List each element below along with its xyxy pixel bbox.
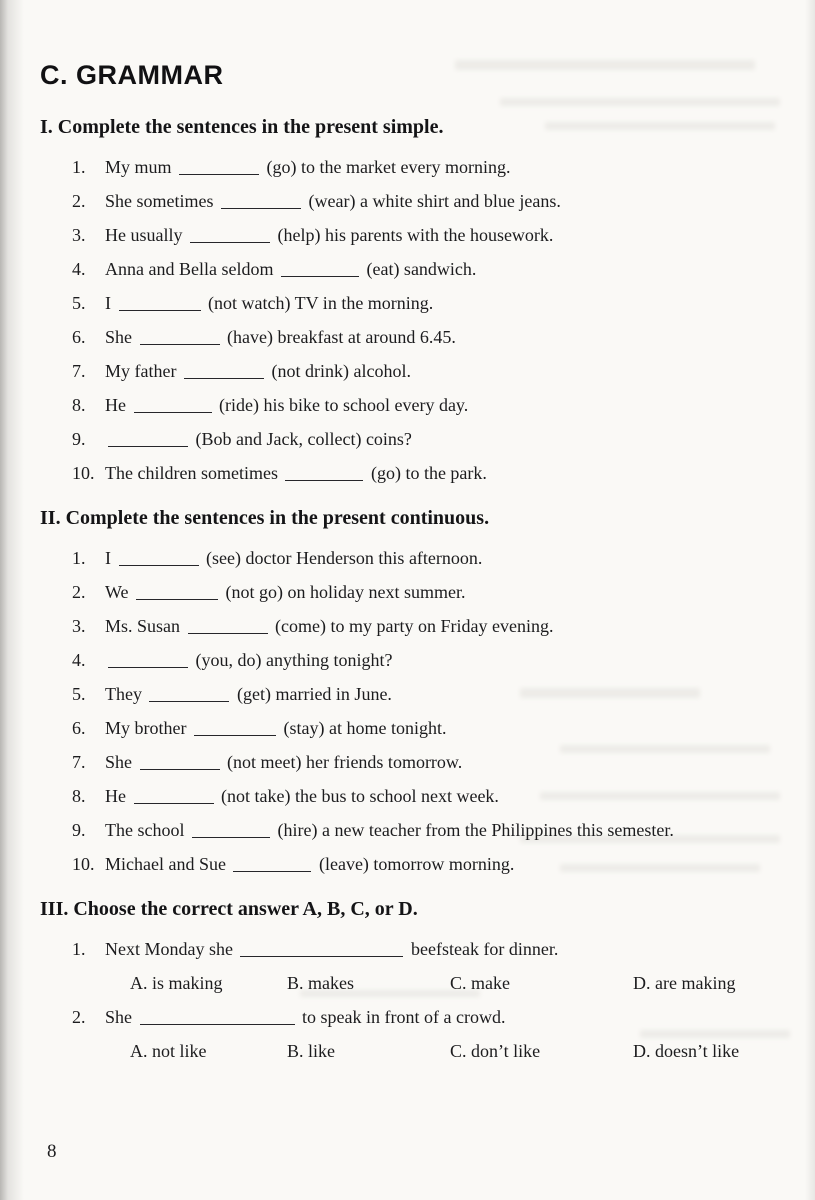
sentence-after-blank: (hire) a new teacher from the Philippines this semester. bbox=[272, 820, 674, 840]
exercise-item bbox=[40, 155, 785, 179]
fill-in-blank bbox=[149, 698, 229, 702]
exercise-item bbox=[40, 1005, 785, 1029]
fill-in-blank bbox=[119, 307, 201, 311]
sentence-before-blank: My mum bbox=[105, 157, 177, 177]
sentence-after-blank: (stay) at home tonight. bbox=[278, 718, 447, 738]
item-number: 7. bbox=[72, 752, 86, 772]
item-number: 9. bbox=[72, 820, 86, 840]
item-number: 6. bbox=[72, 718, 86, 738]
exercise-item bbox=[40, 291, 785, 315]
sentence-after-blank: (not watch) TV in the morning. bbox=[203, 293, 434, 313]
item-number: 8. bbox=[72, 786, 86, 806]
item-number: 6. bbox=[72, 327, 86, 347]
fill-in-blank bbox=[134, 800, 214, 804]
fill-in-blank bbox=[136, 596, 218, 600]
sentence-before-blank: She sometimes bbox=[105, 191, 218, 211]
item-number: 5. bbox=[72, 684, 86, 704]
exercise-item bbox=[40, 189, 785, 213]
sentence-before-blank: She bbox=[105, 752, 137, 772]
exercise-item bbox=[40, 461, 785, 485]
fill-in-blank bbox=[184, 375, 264, 379]
book-spine-shadow bbox=[0, 0, 26, 1200]
exercise-item bbox=[40, 682, 785, 706]
page-content bbox=[40, 58, 785, 1073]
fill-in-blank bbox=[285, 477, 363, 481]
sentence-after-blank: (get) married in June. bbox=[232, 684, 392, 704]
item-number: 4. bbox=[72, 259, 86, 279]
section-heading: I. Complete the sentences in the present simple. bbox=[40, 116, 444, 138]
exercise-item bbox=[40, 750, 785, 774]
fill-in-blank bbox=[192, 834, 270, 838]
sentence-before-blank: I bbox=[105, 293, 116, 313]
exercise-item bbox=[40, 852, 785, 876]
choice-option: B. like bbox=[287, 1041, 335, 1061]
section-heading: III. Choose the correct answer A, B, C, or D. bbox=[40, 898, 418, 920]
exercise-item bbox=[40, 393, 785, 417]
sentence-after-blank: (have) breakfast at around 6.45. bbox=[222, 327, 456, 347]
exercise-item bbox=[40, 223, 785, 247]
exercise-item bbox=[40, 325, 785, 349]
item-number: 1. bbox=[72, 548, 86, 568]
section-heading: II. Complete the sentences in the present continuous. bbox=[40, 507, 490, 529]
sentence-before-blank: He bbox=[105, 786, 131, 806]
item-number: 3. bbox=[72, 225, 86, 245]
fill-in-blank bbox=[281, 273, 359, 277]
fill-in-blank bbox=[140, 341, 220, 345]
exercise-item bbox=[40, 614, 785, 638]
exercise-item bbox=[40, 784, 785, 808]
sentence-after-blank: (eat) sandwich. bbox=[361, 259, 477, 279]
fill-in-blank bbox=[108, 443, 188, 447]
exercise-item bbox=[40, 648, 785, 672]
sentence-after-blank: (wear) a white shirt and blue jeans. bbox=[304, 191, 561, 211]
sentence-before-blank: Ms. Susan bbox=[105, 616, 185, 636]
answer-options-row bbox=[40, 971, 785, 995]
sentence-before-blank: They bbox=[105, 684, 147, 704]
fill-in-blank bbox=[240, 953, 403, 957]
item-number: 1. bbox=[72, 939, 86, 959]
sentence-before-blank: She bbox=[105, 327, 137, 347]
item-number: 2. bbox=[72, 582, 86, 602]
item-number: 4. bbox=[72, 650, 86, 670]
choice-option: D. are making bbox=[633, 973, 736, 993]
fill-in-blank bbox=[140, 1021, 295, 1025]
choice-option: A. is making bbox=[130, 973, 223, 993]
fill-in-blank bbox=[119, 562, 199, 566]
fill-in-blank bbox=[221, 205, 301, 209]
fill-in-blank bbox=[108, 664, 188, 668]
choice-option: D. doesn’t like bbox=[633, 1041, 740, 1061]
sentence-before-blank: We bbox=[105, 582, 134, 602]
item-number: 10. bbox=[72, 463, 95, 483]
sentence-after-blank: (not meet) her friends tomorrow. bbox=[222, 752, 463, 772]
exercise-item bbox=[40, 937, 785, 961]
exercise-section bbox=[40, 896, 785, 1063]
fill-in-blank bbox=[190, 239, 270, 243]
exercise-section bbox=[40, 505, 785, 876]
exercise-item bbox=[40, 546, 785, 570]
sentence-before-blank: He usually bbox=[105, 225, 187, 245]
fill-in-blank bbox=[140, 766, 220, 770]
sentence-after-blank: (not go) on holiday next summer. bbox=[221, 582, 466, 602]
sentence-after-blank: beefsteak for dinner. bbox=[406, 939, 559, 959]
fill-in-blank bbox=[194, 732, 276, 736]
exercise-item bbox=[40, 818, 785, 842]
sentence-before-blank: Next Monday she bbox=[105, 939, 238, 959]
sentence-after-blank: (leave) tomorrow morning. bbox=[314, 854, 515, 874]
item-number: 3. bbox=[72, 616, 86, 636]
answer-options-row bbox=[40, 1039, 785, 1063]
sentence-after-blank: to speak in front of a crowd. bbox=[297, 1007, 506, 1027]
sentence-after-blank: (go) to the park. bbox=[366, 463, 487, 483]
page-title: C. GRAMMAR bbox=[40, 60, 224, 90]
choice-option: C. don’t like bbox=[450, 1041, 541, 1061]
item-number: 7. bbox=[72, 361, 86, 381]
sentence-before-blank: My brother bbox=[105, 718, 191, 738]
exercise-sections bbox=[40, 114, 785, 1063]
sentence-after-blank: (ride) his bike to school every day. bbox=[214, 395, 469, 415]
exercise-item bbox=[40, 257, 785, 281]
sentence-after-blank: (you, do) anything tonight? bbox=[191, 650, 393, 670]
sentence-after-blank: (go) to the market every morning. bbox=[262, 157, 511, 177]
item-number: 2. bbox=[72, 1007, 86, 1027]
sentence-after-blank: (come) to my party on Friday evening. bbox=[270, 616, 554, 636]
sentence-before-blank: Michael and Sue bbox=[105, 854, 231, 874]
page-number: 8 bbox=[47, 1141, 57, 1162]
fill-in-blank bbox=[188, 630, 268, 634]
sentence-before-blank: My father bbox=[105, 361, 181, 381]
choice-option: A. not like bbox=[130, 1041, 207, 1061]
fill-in-blank bbox=[233, 868, 311, 872]
page-edge-shadow bbox=[805, 0, 815, 1200]
sentence-before-blank: She bbox=[105, 1007, 137, 1027]
choice-option: B. makes bbox=[287, 973, 354, 993]
item-number: 2. bbox=[72, 191, 86, 211]
sentence-after-blank: (Bob and Jack, collect) coins? bbox=[191, 429, 412, 449]
exercise-item bbox=[40, 716, 785, 740]
exercise-item bbox=[40, 427, 785, 451]
exercise-item bbox=[40, 359, 785, 383]
exercise-section bbox=[40, 114, 785, 485]
fill-in-blank bbox=[134, 409, 212, 413]
sentence-before-blank: Anna and Bella seldom bbox=[105, 259, 278, 279]
item-number: 5. bbox=[72, 293, 86, 313]
item-number: 10. bbox=[72, 854, 95, 874]
exercise-item bbox=[40, 580, 785, 604]
item-number: 9. bbox=[72, 429, 86, 449]
sentence-before-blank: The school bbox=[105, 820, 189, 840]
fill-in-blank bbox=[179, 171, 259, 175]
sentence-before-blank: He bbox=[105, 395, 131, 415]
choice-option: C. make bbox=[450, 973, 510, 993]
sentence-after-blank: (see) doctor Henderson this afternoon. bbox=[201, 548, 483, 568]
sentence-after-blank: (not drink) alcohol. bbox=[266, 361, 411, 381]
item-number: 1. bbox=[72, 157, 86, 177]
item-number: 8. bbox=[72, 395, 86, 415]
sentence-after-blank: (help) his parents with the housework. bbox=[272, 225, 554, 245]
sentence-before-blank: The children sometimes bbox=[105, 463, 283, 483]
sentence-before-blank: I bbox=[105, 548, 116, 568]
sentence-after-blank: (not take) the bus to school next week. bbox=[216, 786, 499, 806]
